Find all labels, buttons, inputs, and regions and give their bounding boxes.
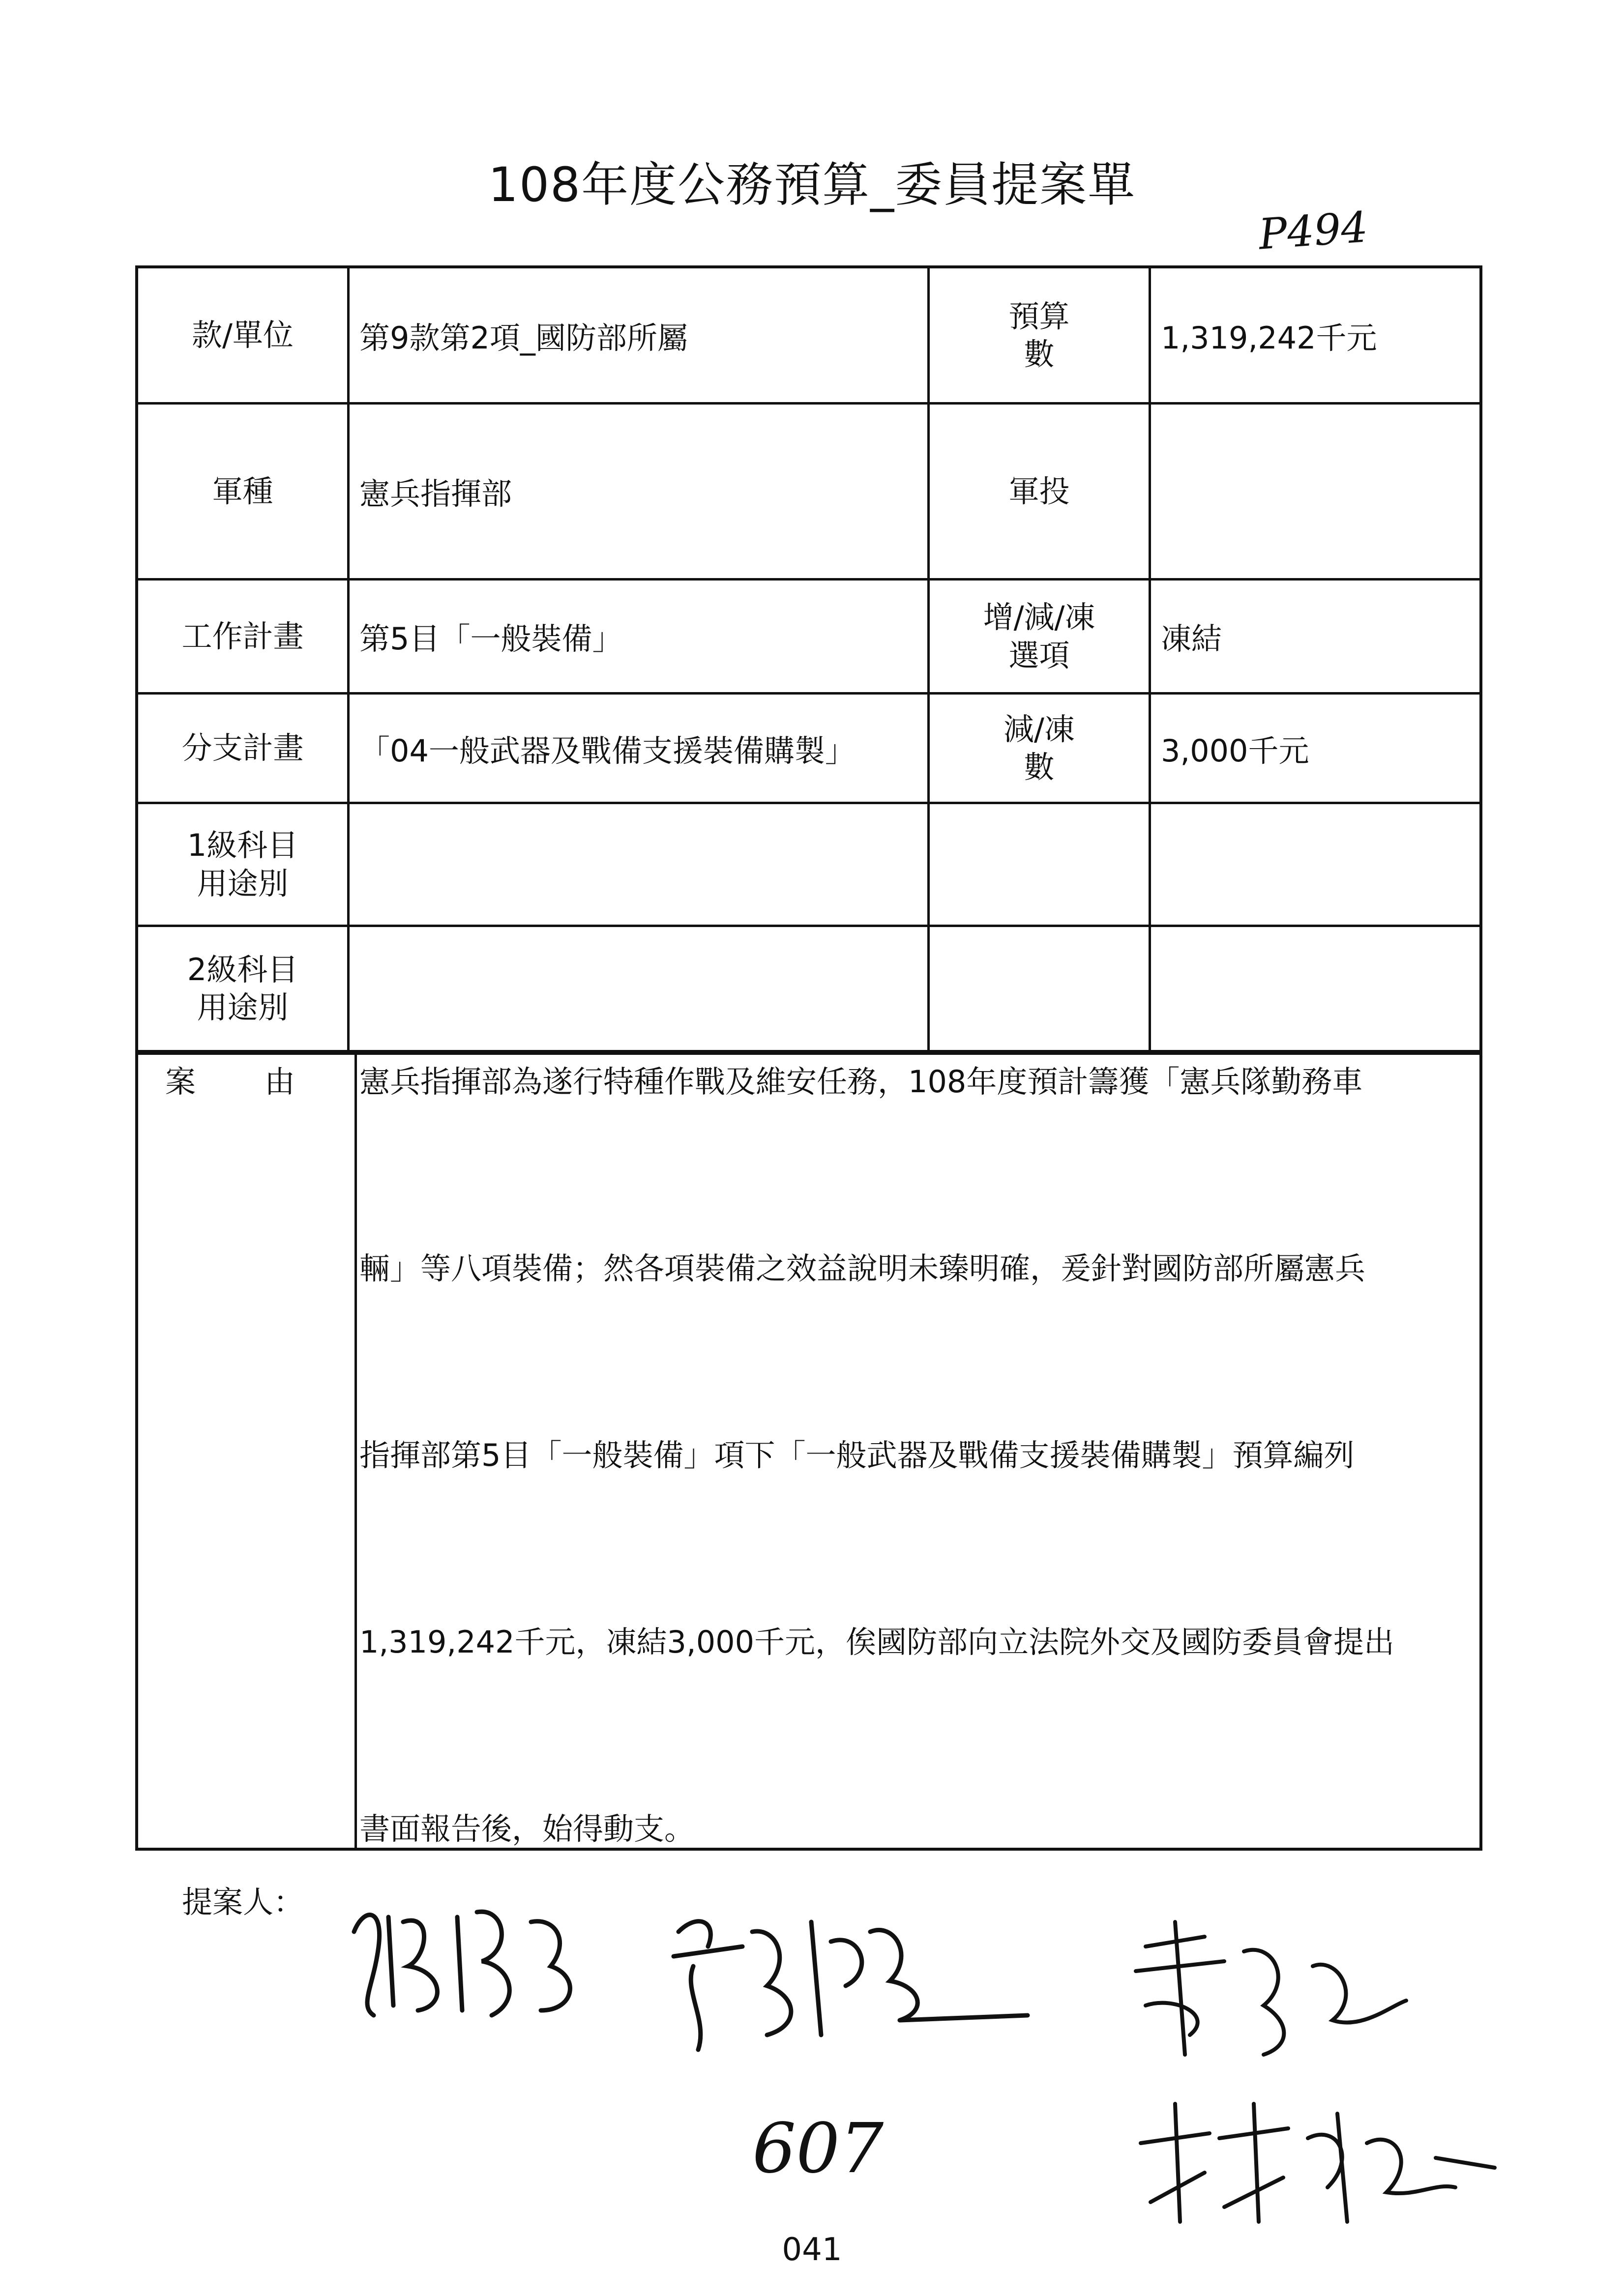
label-military-investment: 軍投 — [1008, 473, 1070, 509]
reason-line: 指揮部第5目「一般裝備」項下「一般武器及戰備支援裝備購製」預算編列 — [359, 1437, 1355, 1473]
proposal-table — [135, 265, 1482, 1851]
signature-4 — [1131, 2084, 1505, 2246]
value-budget-amount: 1,319,242千元 — [1161, 320, 1377, 356]
value-level2-extra — [1151, 927, 1482, 1050]
signature-3 — [1116, 1907, 1411, 2084]
value-option: 凍結 — [1161, 621, 1222, 657]
reason-line: 憲兵指揮部為遂行特種作戰及維安任務，108年度預計籌獲「憲兵隊勤務車 — [359, 1064, 1363, 1100]
label-reduce-freeze-amount: 減/凍 數 — [1004, 711, 1075, 785]
value-level1-extra — [1151, 804, 1482, 925]
label-budget-amount: 預算 數 — [1008, 298, 1070, 372]
label-level1-extra — [930, 804, 1149, 925]
form-title: 108年度公務預算_委員提案單 — [488, 157, 1136, 212]
label-work-plan: 工作計畫 — [181, 618, 304, 654]
label-level1-subject: 1級科目 用途別 — [187, 827, 298, 901]
value-sub-plan: 「04一般武器及戰備支援裝備購製」 — [359, 732, 856, 769]
value-service-branch: 憲兵指揮部 — [359, 476, 512, 512]
signature-1 — [344, 1888, 610, 2035]
value-level2-subject — [350, 927, 927, 1050]
label-section-unit: 款/單位 — [192, 317, 294, 353]
value-work-plan: 第5目「一般裝備」 — [359, 621, 623, 657]
proposer-label: 提案人： — [182, 1884, 304, 1920]
value-military-investment — [1151, 405, 1482, 578]
label-option: 增/減/凍 選項 — [983, 599, 1095, 673]
signature-2 — [664, 1902, 1037, 2079]
reason-line: 輛」等八項裝備；然各項裝備之效益說明未臻明確，爰針對國防部所屬憲兵 — [359, 1250, 1366, 1286]
label-level2-extra — [930, 927, 1149, 1050]
value-section-unit: 第9款第2項_國防部所屬 — [359, 320, 688, 356]
reason-line: 書面報告後，始得動支。 — [359, 1811, 695, 1847]
label-service-branch: 軍種 — [212, 473, 273, 509]
reason-line: 1,319,242千元，凍結3,000千元，俟國防部向立法院外交及國防委員會提出 — [359, 1624, 1395, 1660]
reason-text — [359, 1055, 1480, 1856]
label-sub-plan: 分支計畫 — [181, 730, 304, 766]
handwritten-page-ref: P494 — [1257, 203, 1370, 260]
value-reduce-freeze-amount: 3,000千元 — [1161, 732, 1309, 769]
value-level1-subject — [350, 804, 927, 925]
label-level2-subject: 2級科目 用途別 — [187, 951, 298, 1025]
handwritten-number: 607 — [752, 2109, 884, 2189]
page-number: 041 — [782, 2232, 842, 2268]
reason-label: 案由 — [165, 1064, 364, 1100]
